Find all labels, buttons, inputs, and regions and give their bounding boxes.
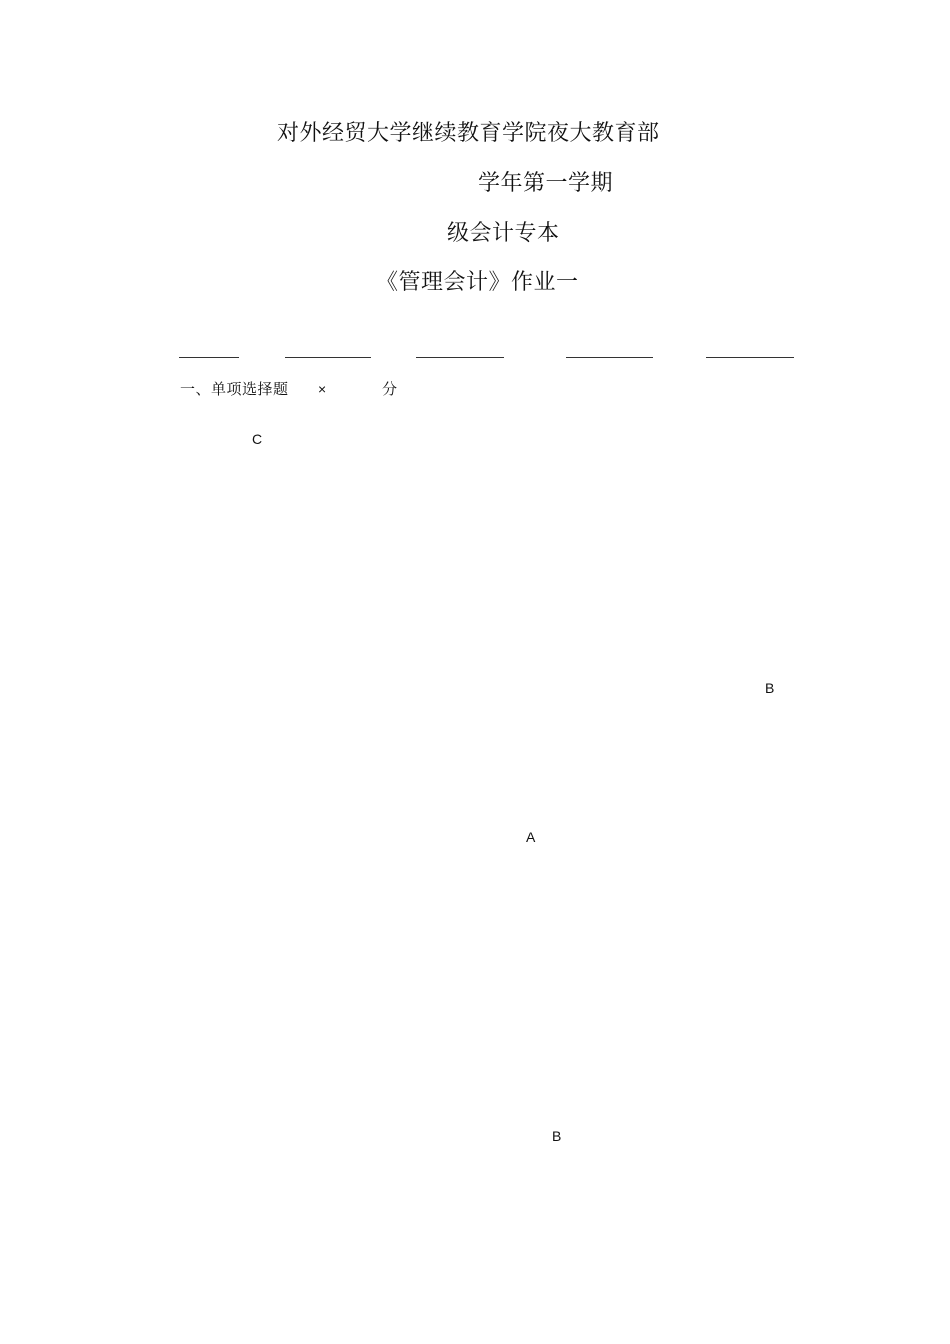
answer-mark: B (765, 680, 775, 696)
answer-mark: C (252, 431, 263, 447)
section-heading: 一、单项选择题 (180, 380, 289, 398)
answer-mark: B (552, 1128, 562, 1144)
multiply-sign: × (318, 381, 327, 397)
class-title: 级会计专本 (447, 221, 560, 246)
assignment-title: 《管理会计》作业一 (376, 270, 579, 295)
score-label: 分 (382, 380, 398, 398)
info-blank[interactable] (285, 357, 371, 358)
semester-title: 学年第一学期 (478, 171, 614, 196)
info-blank[interactable] (706, 357, 794, 358)
school-title: 对外经贸大学继续教育学院夜大教育部 (277, 121, 660, 146)
info-blank[interactable] (416, 357, 504, 358)
info-blank[interactable] (566, 357, 653, 358)
answer-mark: A (526, 829, 536, 845)
info-blank[interactable] (179, 357, 239, 358)
